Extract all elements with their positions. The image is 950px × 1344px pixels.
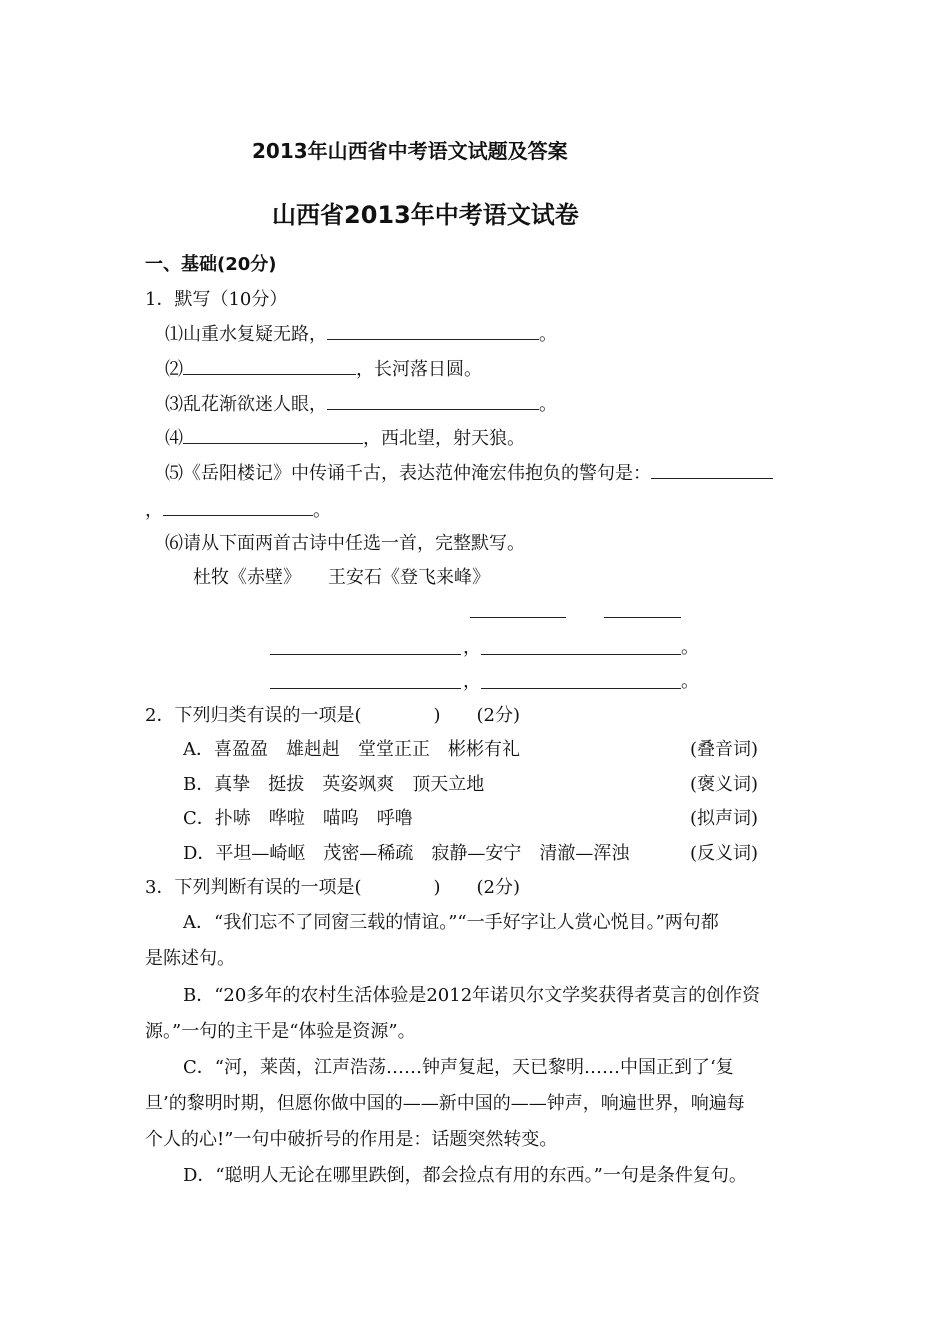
q3-option-a: A．“我们忘不了同窗三载的情谊。”“一手好字让人赏心悦目。”两句都: [183, 912, 719, 933]
q1-item-1-end: 。: [539, 324, 557, 345]
exam-title: 山西省2013年中考语文试卷: [272, 201, 579, 229]
q1-stem: 1．默写（10分）: [145, 289, 288, 310]
doc-title: 2013年山西省中考语文试题及答案: [252, 139, 568, 163]
q1-item-1: [165, 321, 557, 347]
section-heading: 一、基础(20分): [145, 254, 277, 275]
q2-option-b: B．真挚 挺拔 英姿飒爽 顶天立地: [183, 774, 485, 795]
q2-stem: 2．下列归类有误的一项是( ) (2分): [145, 705, 520, 726]
poem-comma: ，: [463, 671, 481, 692]
q1-item-1-text: ⑴山重水复疑无路，: [165, 324, 327, 345]
q1-item-6: ⑹请从下面两首古诗中任选一首，完整默写。: [165, 533, 525, 554]
q3-option-c-cont: 旦’的黎明时期，但愿你做中国的——新中国的——钟声，响遍世界，响遍每: [145, 1093, 745, 1114]
q1-item-4: [165, 425, 525, 451]
poem-options: 杜牧《赤壁》 王安石《登飞来峰》: [193, 567, 490, 588]
poem-line-blank[interactable]: [481, 654, 681, 655]
answer-blank[interactable]: [183, 425, 363, 444]
poem-period: 。: [681, 637, 699, 658]
q1-item-3-end: 。: [539, 394, 557, 415]
q3-option-c-cont2: 个人的心!”一句中破折号的作用是：话题突然转变。: [145, 1129, 558, 1150]
q1-item-5-comma: ，: [145, 500, 163, 521]
q2-option-c-tag: (拟声词): [690, 808, 759, 829]
q1-item-5-text: ⑸《岳阳楼记》中传诵千古，表达范仲淹宏伟抱负的警句是：: [165, 463, 651, 484]
q2-option-a-tag: (叠音词): [690, 739, 759, 760]
poem-period: 。: [681, 671, 699, 692]
q2-option-b-tag: (褒义词): [690, 774, 759, 795]
q1-item-2: [165, 356, 482, 382]
q1-item-4-num: ⑷: [165, 428, 183, 449]
answer-blank[interactable]: [183, 356, 356, 375]
q1-item-3-text: ⑶乱花渐欲迷人眼，: [165, 394, 327, 415]
answer-blank[interactable]: [163, 497, 313, 516]
q2-option-a: A．喜盈盈 雄赳赳 堂堂正正 彬彬有礼: [183, 739, 520, 760]
poem-comma: ，: [463, 637, 481, 658]
poem-line-blank[interactable]: [270, 688, 461, 689]
q1-item-5-end: 。: [313, 500, 331, 521]
answer-blank[interactable]: [327, 321, 539, 340]
q3-option-a-cont: 是陈述句。: [145, 948, 235, 969]
q1-item-5: [165, 460, 773, 486]
poem-line-blank[interactable]: [481, 688, 681, 689]
q1-item-4-text: ，西北望，射天狼。: [363, 428, 525, 449]
q2-option-d: D．平坦—崎岖 茂密—稀疏 寂静—安宁 清澈—浑浊: [183, 843, 630, 864]
q1-item-2-text: ，长河落日圆。: [356, 359, 482, 380]
q3-option-d: D．“聪明人无论在哪里跌倒，都会捡点有用的东西。”一句是条件复句。: [183, 1165, 747, 1186]
q3-option-c: C．“河，莱茵，江声浩荡……钟声复起，天已黎明……中国正到了‘复: [183, 1057, 734, 1078]
answer-blank[interactable]: [651, 460, 773, 479]
answer-blank[interactable]: [327, 391, 539, 410]
q2-option-c: C．扑哧 哗啦 喵呜 呼噜: [183, 808, 413, 829]
poem-title-blank-2[interactable]: [604, 617, 681, 618]
q1-item-2-num: ⑵: [165, 359, 183, 380]
q3-option-b-cont: 源。”一句的主干是“体验是资源”。: [145, 1021, 416, 1042]
poem-line-blank[interactable]: [270, 654, 461, 655]
q2-option-d-tag: (反义词): [690, 843, 759, 864]
q1-item-5-cont: [145, 497, 331, 523]
q3-option-b: B．“20多年的农村生活体验是2012年诺贝尔文学奖获得者莫言的创作资: [183, 985, 761, 1006]
q1-item-3: [165, 391, 557, 417]
poem-title-blank-1[interactable]: [470, 617, 566, 618]
q3-stem: 3．下列判断有误的一项是( ) (2分): [145, 877, 520, 898]
